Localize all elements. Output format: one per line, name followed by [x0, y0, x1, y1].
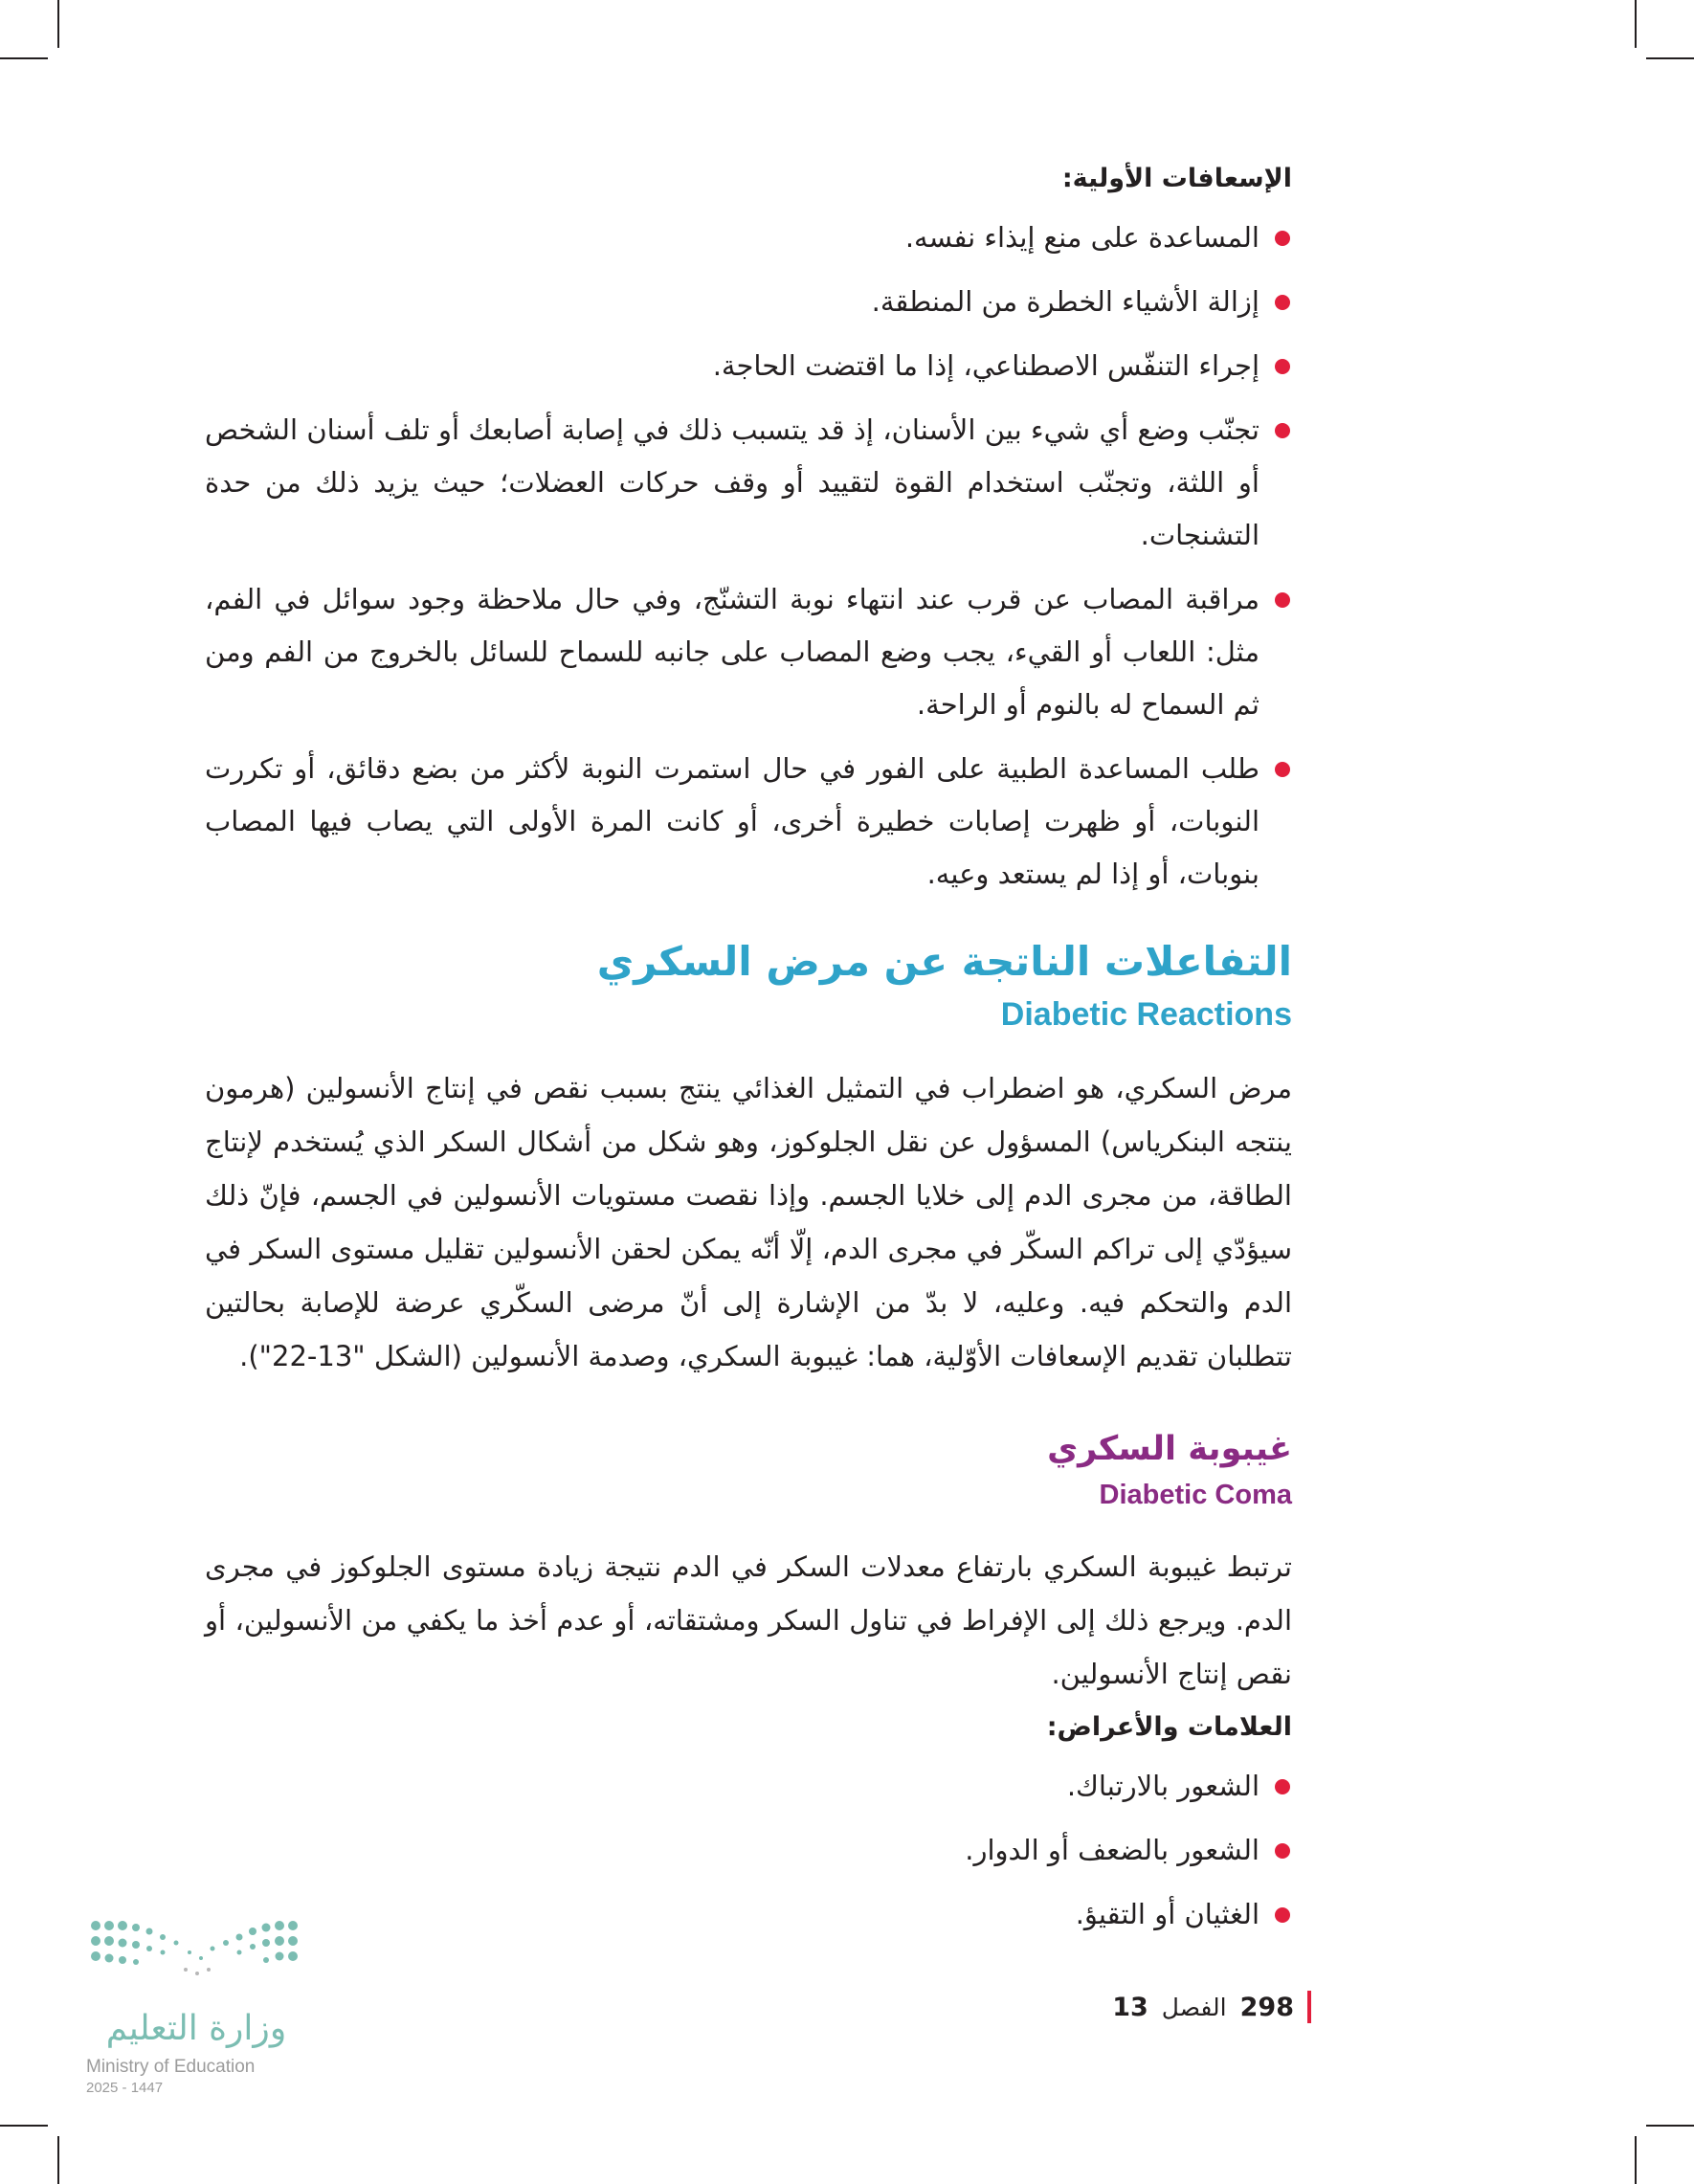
subsection-title-ar: غيبوبة السكري [1047, 1430, 1292, 1468]
crop-mark [1635, 2136, 1637, 2184]
bullet-icon [1275, 423, 1290, 438]
crop-mark [57, 0, 59, 48]
list-item-text: الغثيان أو التقيؤ. [1075, 1898, 1259, 1930]
page-content [205, 158, 1292, 1952]
list-item-text: إزالة الأشياء الخطرة من المنطقة. [871, 285, 1259, 318]
subsection-title-en: Diabetic Coma [1099, 1480, 1292, 1510]
ministry-name-en: Ministry of Education [86, 2057, 256, 2077]
list-item-text: طلب المساعدة الطبية على الفور في حال استمرت النوبة لأكثر من بضع دقائق، أو تكررت النوبات، أو ظهرت إصابات خطيرة أخرى، أو كانت المرة الأولى التي يصاب فيها المصاب بنوبات، أو إذا لم يستعد وعيه. [205, 752, 1259, 890]
bullet-icon [1275, 592, 1290, 608]
first-aid-list [205, 212, 1292, 901]
crop-mark [1646, 57, 1694, 59]
crop-mark [0, 57, 48, 59]
list-item [205, 340, 1292, 392]
diabetic-reactions-heading [205, 933, 1292, 1038]
list-item-text: تجنّب وضع أي شيء بين الأسنان، إذ قد يتسبب ذلك في إصابة أصابعك أو تلف أسنان الشخص أو اللثة، وتجنّب استخدام القوة لتقييد أو وقف حركات العضلات؛ حيث يزيد ذلك من حدة التشنجات. [205, 413, 1259, 551]
bullet-icon [1275, 1843, 1290, 1859]
bullet-icon [1275, 295, 1290, 310]
ministry-logo [86, 1914, 306, 2098]
chapter-number: 13 [1112, 1992, 1148, 2022]
signs-heading: العلامات والأعراض: [1046, 1712, 1292, 1742]
list-item-text: إجراء التنفّس الاصطناعي، إذا ما اقتضت الحاجة. [712, 349, 1259, 382]
bullet-icon [1275, 762, 1290, 777]
bullet-icon [1275, 1907, 1290, 1923]
section-title-en: Diabetic Reactions [1000, 996, 1292, 1033]
diabetes-paragraph: مرض السكري، هو اضطراب في التمثيل الغذائي ينتج بسبب نقص في إنتاج الأنسولين (هرمون ينتجه البنكرياس) المسؤول عن نقل الجلوكوز، وهو شكل من أشكال السكر الذي يُستخدم لإنتاج الطاقة، من مجرى الدم إلى خلايا الجسم. وإذا نقصت مستويات الأنسولين في الجسم، فإنّ ذلك سيؤدّي إلى تراكم السكّر في مجرى الدم، إلّا أنّه يمكن لحقن الأنسولين تقليل مستوى السكر في الدم والتحكم فيه. وعليه، لا بدّ من الإشارة إلى أنّ مرضى السكّري عرضة للإصابة بحالتين تتطلبان تقديم الإسعافات الأوّلية، هما: غيبوبة السكري، وصدمة الأنسولين (الشكل "13-22"). [205, 1072, 1292, 1372]
crop-mark [1635, 0, 1637, 48]
page-number: 298 [1239, 1992, 1294, 2022]
list-item [205, 1824, 1292, 1877]
signs-list [205, 1760, 1292, 1941]
list-item-text: الشعور بالارتباك. [1066, 1770, 1259, 1802]
list-item-text: المساعدة على منع إيذاء نفسه. [904, 221, 1259, 254]
list-item [205, 276, 1292, 328]
list-item [205, 1888, 1292, 1941]
ministry-name-ar: وزارة التعليم [105, 2009, 287, 2048]
page-footer [1112, 1991, 1311, 2023]
crop-mark [0, 2125, 48, 2127]
footer-divider [1307, 1991, 1311, 2023]
list-item [205, 212, 1292, 264]
list-item [205, 573, 1292, 731]
first-aid-heading: الإسعافات الأولية: [1061, 164, 1292, 193]
chapter-label: الفصل [1161, 1993, 1227, 2021]
ministry-logo-icon [86, 1914, 306, 1981]
diabetic-coma-paragraph: ترتبط غيبوبة السكري بارتفاع معدلات السكر في الدم نتيجة زيادة مستوى الجلوكوز في مجرى الدم. ويرجع ذلك إلى الإفراط في تناول السكر ومشتقاته، أو عدم أخذ ما يكفي من الأنسولين، أو نقص إنتاج الأنسولين. [205, 1550, 1292, 1690]
ministry-year: 2025 - 1447 [86, 2080, 164, 2096]
list-item [205, 404, 1292, 562]
section-title-ar: التفاعلات الناتجة عن مرض السكري [596, 938, 1292, 985]
bullet-icon [1275, 359, 1290, 374]
crop-mark [1646, 2125, 1694, 2127]
list-item-text: مراقبة المصاب عن قرب عند انتهاء نوبة التشنّج، وفي حال ملاحظة وجود سوائل في الفم، مثل: اللعاب أو القيء، يجب وضع المصاب على جانبه للسماح للسائل بالخروج من الفم ومن ثم السماح له بالنوم أو الراحة. [205, 583, 1259, 721]
list-item [205, 1760, 1292, 1813]
diabetic-coma-heading [205, 1425, 1292, 1517]
bullet-icon [1275, 231, 1290, 246]
list-item-text: الشعور بالضعف أو الدوار. [965, 1834, 1259, 1866]
crop-mark [57, 2136, 59, 2184]
list-item [205, 743, 1292, 901]
bullet-icon [1275, 1779, 1290, 1794]
